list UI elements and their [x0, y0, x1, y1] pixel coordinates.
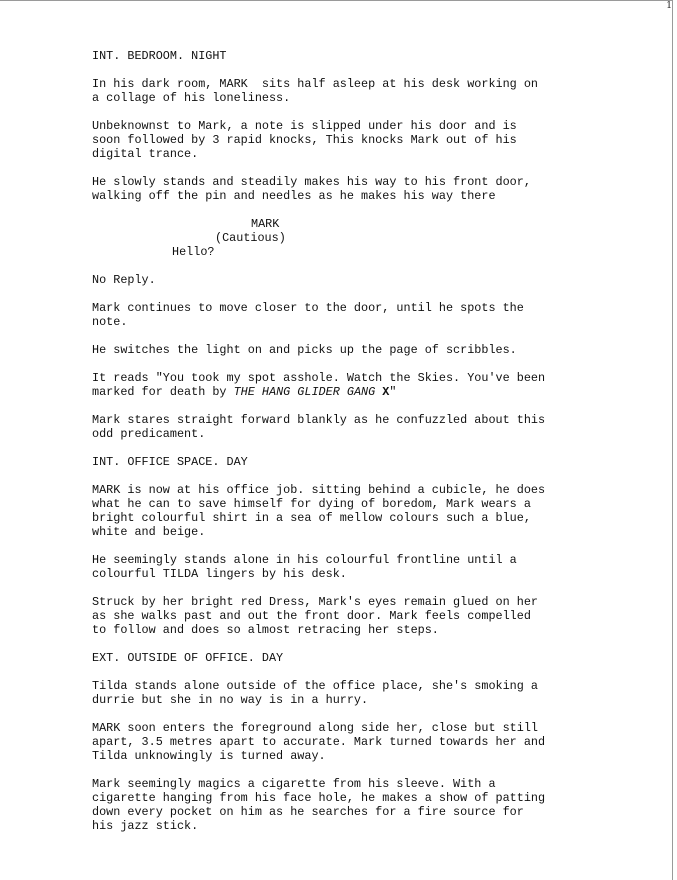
scene-heading: EXT. OUTSIDE OF OFFICE. DAY: [92, 651, 284, 665]
action-line: Mark seemingly magics a cigarette from his sleeve. With a cigarette hanging from his face hole, he makes a show of patting down every pocket on him as he searches for a fire source for his jazz stick.: [92, 777, 546, 833]
page-number: 1: [666, 1, 672, 11]
dialogue: Hello?: [172, 245, 215, 259]
character-name: MARK: [251, 217, 280, 231]
action-line: He slowly stands and steadily makes his way to his front door, walking off the pin and needles as he makes his way there: [92, 175, 531, 203]
action-line: MARK is now at his office job. sitting behind a cubicle, he does what he can to save himself for dying of boredom, Mark wears a bright colourful shirt in a sea of mellow colours such a blue, white and beige.: [92, 483, 546, 539]
action-line: MARK soon enters the foreground along side her, close but still apart, 3.5 metres apart to accurate. Mark turned towards her and Tilda unknowingly is turned away.: [92, 721, 546, 763]
viewer-edge: [673, 0, 677, 880]
gang-name: THE HANG GLIDER GANG: [233, 385, 376, 399]
action-line: Mark stares straight forward blankly as he confuzzled about this odd predicament.: [92, 413, 546, 441]
note-text: It reads "You took my spot asshole. Watch the Skies. You've been marked for death by: [92, 371, 546, 399]
gang-mark-x: X: [382, 385, 390, 399]
action-line: No Reply.: [92, 273, 156, 287]
scene-heading: INT. BEDROOM. NIGHT: [92, 49, 227, 63]
action-line: Unbeknownst to Mark, a note is slipped under his door and is soon followed by 3 rapid knocks, This knocks Mark out of his digital trance.: [92, 119, 517, 161]
scene-heading: INT. OFFICE SPACE. DAY: [92, 455, 248, 469]
action-line: Struck by her bright red Dress, Mark's eyes remain glued on her as she walks past and out the front door. Mark feels compelled to follow and does so almost retracing her steps.: [92, 595, 538, 637]
closing-quote: ": [389, 385, 397, 399]
action-line: Tilda stands alone outside of the office place, she's smoking a durrie but she in no way is in a hurry.: [92, 679, 538, 707]
action-line: He seemingly stands alone in his colourful frontline until a colourful TILDA lingers by his desk.: [92, 553, 517, 581]
action-line: In his dark room, MARK sits half asleep at his desk working on a collage of his loneliness.: [92, 77, 538, 105]
screenplay-body: [92, 49, 602, 847]
parenthetical: (Cautious): [215, 231, 286, 245]
action-line: Mark continues to move closer to the door, until he spots the note.: [92, 301, 524, 329]
action-line: He switches the light on and picks up the page of scribbles.: [92, 343, 517, 357]
action-line-note: [92, 371, 602, 399]
